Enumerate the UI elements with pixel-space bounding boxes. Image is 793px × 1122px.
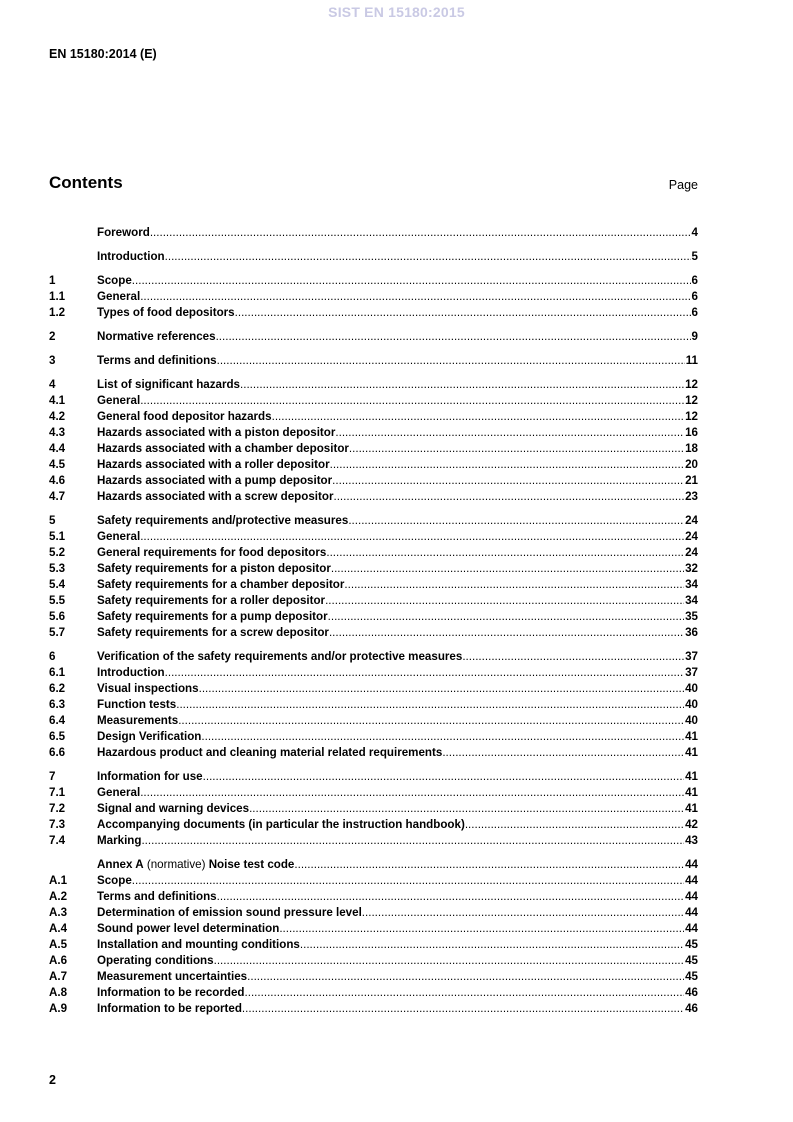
toc-entry[interactable]: [49, 457, 698, 473]
toc-entry[interactable]: [49, 889, 698, 905]
toc-entry-page: 34: [685, 578, 698, 591]
toc-entry-title-text: Safety requirements and/protective measures: [97, 514, 349, 527]
toc-entry-number: A.8: [49, 986, 68, 999]
toc-dot-leader: [465, 817, 684, 833]
toc-entry-title: [97, 985, 245, 1001]
toc-entry-page: 42: [685, 818, 698, 831]
toc-entry[interactable]: [49, 937, 698, 953]
toc-entry-title: [97, 577, 344, 593]
toc-entry-title: [97, 833, 141, 849]
toc-entry-number: 6.1: [49, 666, 66, 679]
toc-entry-page: 11: [685, 354, 698, 367]
toc-entry-title-text: Information for use: [97, 770, 203, 783]
toc-entry[interactable]: [49, 393, 698, 409]
toc-entry-title-text: Installation and mounting conditions: [97, 938, 300, 951]
toc-entry-title-text: Marking: [97, 834, 142, 847]
toc-entry-page: 24: [685, 514, 698, 527]
toc-entry-number: 5: [49, 514, 56, 527]
toc-entry-title: [97, 441, 349, 457]
toc-section: [49, 513, 698, 641]
toc-entry-title-text: Safety requirements for a chamber depositor: [97, 578, 345, 591]
toc-entry-title-text: Signal and warning devices: [97, 802, 250, 815]
toc-entry[interactable]: [49, 377, 698, 393]
toc-entry-title: [97, 353, 217, 369]
toc-entry-title: [97, 801, 249, 817]
toc-entry[interactable]: [49, 649, 698, 665]
toc-dot-leader: [132, 273, 691, 289]
toc-entry-title: [97, 873, 132, 889]
toc-dot-leader: [348, 513, 684, 529]
toc-entry-number: 1.2: [49, 306, 66, 319]
toc-entry[interactable]: [49, 249, 698, 265]
toc-entry-page: 40: [685, 698, 698, 711]
toc-entry-title-text: Scope: [97, 874, 132, 887]
toc-entry-page: 34: [685, 594, 698, 607]
toc-dot-leader: [272, 409, 685, 425]
toc-dot-leader: [328, 609, 684, 625]
toc-section: [49, 249, 698, 265]
toc-entry-title: [97, 969, 247, 985]
toc-dot-leader: [325, 593, 684, 609]
toc-entry-number: A.4: [49, 922, 68, 935]
toc-dot-leader: [331, 561, 684, 577]
toc-entry-title: [97, 1001, 242, 1017]
toc-entry-number: 1: [49, 274, 56, 287]
toc-entry-number: 5.3: [49, 562, 66, 575]
page-number: 2: [49, 1073, 56, 1087]
toc-entry-page: 45: [685, 954, 698, 967]
toc-entry-page: 37: [685, 666, 698, 679]
toc-entry-title-text: Introduction: [97, 666, 165, 679]
toc-entry-number: 6.5: [49, 730, 66, 743]
toc-dot-leader: [332, 473, 684, 489]
toc-entry-title-text: Visual inspections: [97, 682, 199, 695]
toc-dot-leader: [235, 305, 691, 321]
toc-entry-number: 4.2: [49, 410, 66, 423]
toc-entry-number: 4.6: [49, 474, 66, 487]
toc-entry-title-text: Terms and definitions: [97, 890, 217, 903]
toc-entry-title-text: Hazardous product and cleaning material related requirements: [97, 746, 443, 759]
toc-entry[interactable]: [49, 745, 698, 761]
toc-entry-number: 6.4: [49, 714, 66, 727]
toc-entry-title-text: General: [97, 786, 141, 799]
toc-entry-page: 23: [685, 490, 698, 503]
toc-entry-page: 4: [691, 226, 698, 239]
watermark: SIST EN 15180:2015: [328, 4, 465, 20]
toc-dot-leader: [349, 441, 684, 457]
toc-entry[interactable]: [49, 905, 698, 921]
toc-entry-number: 4.4: [49, 442, 66, 455]
toc-entry-annex-type: (normative): [143, 858, 209, 871]
toc-entry[interactable]: [49, 489, 698, 505]
toc-entry[interactable]: [49, 969, 698, 985]
toc-entry-number: 4.7: [49, 490, 66, 503]
toc-entry-title-text: Determination of emission sound pressure level: [97, 906, 362, 919]
toc-dot-leader: [245, 985, 685, 1001]
toc-entry-title: [97, 649, 462, 665]
toc-entry-number: A.6: [49, 954, 68, 967]
toc-entry[interactable]: [49, 273, 698, 289]
toc-entry-title: [97, 457, 330, 473]
toc-entry[interactable]: [49, 545, 698, 561]
toc-entry-page: 46: [685, 986, 698, 999]
toc-entry-page: 9: [691, 330, 698, 343]
toc-entry-title: [97, 937, 300, 953]
toc-entry-page: 12: [685, 378, 698, 391]
toc-entry-number: 7.1: [49, 786, 66, 799]
toc-entry-page: 40: [685, 714, 698, 727]
toc-entry-number: A.2: [49, 890, 68, 903]
toc-entry-page: 24: [685, 546, 698, 559]
toc-entry[interactable]: [49, 729, 698, 745]
toc-entry-title-text: Measurement uncertainties: [97, 970, 248, 983]
toc-entry[interactable]: [49, 409, 698, 425]
toc-entry-page: 6: [691, 290, 698, 303]
toc-entry[interactable]: [49, 289, 698, 305]
toc-dot-leader: [294, 857, 684, 873]
toc-dot-leader: [217, 889, 684, 905]
toc-entry-page: 21: [685, 474, 698, 487]
toc-entry-page: 6: [691, 306, 698, 319]
toc-entry[interactable]: [49, 473, 698, 489]
toc-dot-leader: [201, 729, 684, 745]
toc-entry-page: 5: [691, 250, 698, 263]
toc-entry-page: 6: [691, 274, 698, 287]
toc-entry-title: [97, 921, 279, 937]
toc-entry-page: 36: [685, 626, 698, 639]
toc-entry-title: [97, 393, 140, 409]
toc-entry-number: A.3: [49, 906, 68, 919]
toc-entry-page: 20: [685, 458, 698, 471]
toc-entry-page: 35: [685, 610, 698, 623]
toc-dot-leader: [242, 1001, 684, 1017]
toc-dot-leader: [300, 937, 684, 953]
toc-entry-page: 41: [685, 730, 698, 743]
toc-entry-number: 3: [49, 354, 56, 367]
toc-dot-leader: [326, 545, 684, 561]
toc-entry-page: 16: [685, 426, 698, 439]
toc-entry-title: [97, 593, 325, 609]
toc-entry-number: 6.2: [49, 682, 66, 695]
toc-entry[interactable]: [49, 593, 698, 609]
toc-entry-title: [97, 681, 199, 697]
toc-entry[interactable]: [49, 785, 698, 801]
toc-entry-title: [97, 729, 201, 745]
toc-section: [49, 329, 698, 345]
toc-entry-title: [97, 489, 333, 505]
toc-entry-title-text: Hazards associated with a pump depositor: [97, 474, 333, 487]
toc-section: [49, 769, 698, 849]
toc-dot-leader: [333, 489, 684, 505]
toc-entry-title-text: Verification of the safety requirements and/or protective measures: [97, 650, 463, 663]
toc-entry-title-text: Foreword: [97, 226, 150, 239]
toc-entry-title-text: Design Verification: [97, 730, 202, 743]
toc-section: [49, 225, 698, 241]
toc-entry-title: [97, 817, 465, 833]
toc-dot-leader: [279, 921, 684, 937]
toc-dot-leader: [335, 425, 684, 441]
page-title: Contents: [49, 173, 123, 192]
toc-entry-title-text: Accompanying documents (in particular the instruction handbook): [97, 818, 465, 831]
toc-entry-title-text: Sound power level determination: [97, 922, 280, 935]
toc-entry[interactable]: [49, 713, 698, 729]
toc-dot-leader: [178, 713, 684, 729]
toc-entry-title-text: General food depositor hazards: [97, 410, 272, 423]
toc-entry-title-text: Safety requirements for a roller depositor: [97, 594, 326, 607]
toc-entry-title-text: Information to be reported: [97, 1002, 242, 1015]
toc-entry-page: 46: [685, 1002, 698, 1015]
toc-entry[interactable]: [49, 225, 698, 241]
toc-dot-leader: [362, 905, 684, 921]
toc-entry-number: A.7: [49, 970, 68, 983]
toc-dot-leader: [330, 457, 685, 473]
toc-entry-number: 5.6: [49, 610, 66, 623]
toc-entry[interactable]: [49, 681, 698, 697]
toc-dot-leader: [329, 625, 684, 641]
page-column-label: Page: [668, 178, 698, 192]
toc-dot-leader: [247, 969, 684, 985]
toc-entry-title: [97, 665, 165, 681]
toc-entry-page: 12: [685, 410, 698, 423]
toc-entry[interactable]: [49, 561, 698, 577]
toc-entry-page: 43: [685, 834, 698, 847]
toc-entry-page: 44: [685, 906, 698, 919]
toc-entry-title: [97, 305, 235, 321]
toc-entry-title: [97, 905, 362, 921]
toc-entry-number: 1.1: [49, 290, 66, 303]
toc-entry-number: 7.2: [49, 802, 66, 815]
toc-entry-title: [97, 409, 272, 425]
toc-entry-number: A.9: [49, 1002, 68, 1015]
toc-dot-leader: [141, 833, 684, 849]
toc-section: [49, 377, 698, 505]
toc-entry-title-text: Normative references: [97, 330, 216, 343]
toc-dot-leader: [140, 529, 684, 545]
toc-entry-title: [97, 545, 326, 561]
toc-entry-title-text: Hazards associated with a piston depositor: [97, 426, 336, 439]
toc-entry-title: [97, 225, 150, 241]
toc-dot-leader: [216, 329, 691, 345]
toc-entry[interactable]: [49, 833, 698, 849]
toc-entry-page: 37: [685, 650, 698, 663]
toc-section: [49, 273, 698, 321]
toc-entry-title: [97, 889, 217, 905]
toc-entry-title: [97, 713, 178, 729]
toc-entry[interactable]: [49, 953, 698, 969]
toc-entry-number: 5.1: [49, 530, 66, 543]
toc-entry[interactable]: [49, 513, 698, 529]
toc-dot-leader: [165, 249, 691, 265]
toc-entry-number: 5.5: [49, 594, 66, 607]
toc-entry-title-text: Safety requirements for a pump depositor: [97, 610, 328, 623]
toc-dot-leader: [344, 577, 684, 593]
toc-entry-title-text: Information to be recorded: [97, 986, 245, 999]
toc-entry-page: 44: [685, 922, 698, 935]
toc-entry-page: 41: [685, 770, 698, 783]
toc-dot-leader: [442, 745, 684, 761]
toc-dot-leader: [249, 801, 684, 817]
toc-entry-page: 44: [685, 874, 698, 887]
toc-entry-page: 24: [685, 530, 698, 543]
toc-entry-title-text: General: [97, 530, 141, 543]
toc-dot-leader: [132, 873, 684, 889]
toc-entry-title-text: Hazards associated with a roller depositor: [97, 458, 330, 471]
toc-entry-title-text: General: [97, 394, 141, 407]
toc-entry-title-text: Annex A: [97, 858, 144, 871]
toc-dot-leader: [150, 225, 691, 241]
toc-entry-page: 41: [685, 802, 698, 815]
toc-entry-title: [97, 513, 348, 529]
toc-section: [49, 353, 698, 369]
toc-dot-leader: [217, 353, 685, 369]
toc-entry[interactable]: [49, 625, 698, 641]
toc-entry-title-text: General: [97, 290, 141, 303]
toc-entry[interactable]: [49, 817, 698, 833]
toc-entry[interactable]: [49, 353, 698, 369]
toc-entry-annex-title: Noise test code: [208, 858, 295, 871]
toc-entry-title: [97, 425, 335, 441]
toc-entry[interactable]: [49, 921, 698, 937]
toc-entry[interactable]: [49, 697, 698, 713]
toc-entry-page: 12: [685, 394, 698, 407]
toc-entry[interactable]: [49, 329, 698, 345]
toc-section: [49, 649, 698, 761]
toc-entry[interactable]: [49, 873, 698, 889]
toc-entry[interactable]: [49, 305, 698, 321]
toc-dot-leader: [203, 769, 684, 785]
toc-entry-number: 5.4: [49, 578, 66, 591]
toc-dot-leader: [240, 377, 684, 393]
toc-entry-page: 41: [685, 746, 698, 759]
toc-entry-title: [97, 289, 140, 305]
toc-dot-leader: [199, 681, 685, 697]
toc-dot-leader: [176, 697, 684, 713]
toc-dot-leader: [140, 393, 684, 409]
toc-entry-title-text: Safety requirements for a screw depositor: [97, 626, 329, 639]
toc-entry-page: 44: [685, 858, 698, 871]
toc-entry-number: 7: [49, 770, 56, 783]
toc-dot-leader: [462, 649, 684, 665]
toc-entry-number: 6.6: [49, 746, 66, 759]
toc-entry-number: 4.5: [49, 458, 66, 471]
toc-entry-title: [97, 745, 442, 761]
toc-entry-page: 32: [685, 562, 698, 575]
table-of-contents: [49, 225, 698, 1025]
toc-entry[interactable]: [49, 769, 698, 785]
toc-entry-number: 5.2: [49, 546, 66, 559]
toc-entry-title-text: General requirements for food depositors: [97, 546, 327, 559]
document-id: EN 15180:2014 (E): [49, 47, 157, 61]
toc-entry-number: A.1: [49, 874, 68, 887]
toc-entry-title-text: Types of food depositors: [97, 306, 235, 319]
toc-entry[interactable]: [49, 577, 698, 593]
toc-entry-title: [97, 769, 203, 785]
toc-dot-leader: [214, 953, 685, 969]
toc-entry-number: 6: [49, 650, 56, 663]
toc-entry-number: 2: [49, 330, 56, 343]
toc-entry-number: 6.3: [49, 698, 66, 711]
toc-entry-title: [97, 377, 240, 393]
toc-entry-number: 7.3: [49, 818, 66, 831]
toc-entry-title-text: Scope: [97, 274, 132, 287]
toc-entry-title-text: List of significant hazards: [97, 378, 241, 391]
toc-entry-title: [97, 625, 329, 641]
toc-entry-number: A.5: [49, 938, 68, 951]
toc-entry-title: [97, 785, 140, 801]
toc-entry-title-text: Hazards associated with a screw depositor: [97, 490, 334, 503]
toc-entry-title-text: Operating conditions: [97, 954, 214, 967]
toc-entry-title: [97, 953, 214, 969]
toc-entry-title: [97, 329, 216, 345]
toc-dot-leader: [140, 785, 684, 801]
toc-entry[interactable]: [49, 441, 698, 457]
toc-entry-number: 7.4: [49, 834, 66, 847]
toc-entry-title-text: Safety requirements for a piston depositor: [97, 562, 331, 575]
toc-entry-title: [97, 561, 331, 577]
toc-entry[interactable]: [49, 529, 698, 545]
toc-entry-title-text: Function tests: [97, 698, 177, 711]
toc-entry-title: [97, 609, 328, 625]
toc-entry-number: 4.3: [49, 426, 66, 439]
toc-entry-page: 45: [685, 970, 698, 983]
toc-entry[interactable]: [49, 609, 698, 625]
toc-dot-leader: [165, 665, 684, 681]
toc-entry[interactable]: [49, 1001, 698, 1017]
toc-entry-page: 18: [685, 442, 698, 455]
toc-entry-title-text: Hazards associated with a chamber depositor: [97, 442, 349, 455]
toc-entry-title: [97, 473, 332, 489]
toc-entry-page: 44: [685, 890, 698, 903]
toc-entry-number: 5.7: [49, 626, 66, 639]
toc-entry[interactable]: [49, 665, 698, 681]
toc-entry-title-text: Measurements: [97, 714, 179, 727]
toc-entry-title: [97, 697, 176, 713]
toc-entry-title-text: Terms and definitions: [97, 354, 217, 367]
toc-entry[interactable]: [49, 857, 698, 873]
toc-entry-title-text: Introduction: [97, 250, 165, 263]
toc-entry-title: [97, 857, 294, 873]
toc-entry-title: [97, 249, 165, 265]
toc-entry-number: 4: [49, 378, 56, 391]
toc-entry-title: [97, 273, 132, 289]
toc-entry-page: 41: [685, 786, 698, 799]
toc-dot-leader: [140, 289, 690, 305]
toc-entry-page: 45: [685, 938, 698, 951]
toc-entry-page: 40: [685, 682, 698, 695]
toc-entry[interactable]: [49, 425, 698, 441]
toc-entry-title: [97, 529, 140, 545]
toc-entry[interactable]: [49, 985, 698, 1001]
toc-entry[interactable]: [49, 801, 698, 817]
toc-entry-number: 4.1: [49, 394, 66, 407]
toc-section: [49, 857, 698, 1017]
